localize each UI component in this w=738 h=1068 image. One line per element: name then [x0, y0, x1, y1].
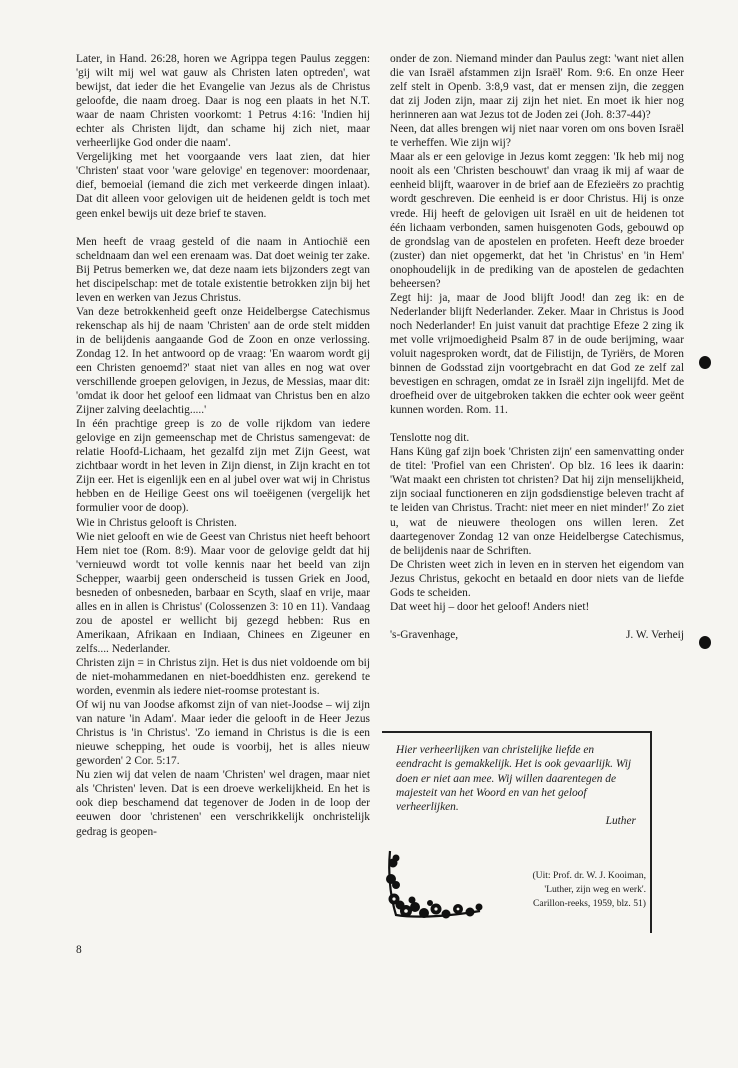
left-text-column [76, 52, 370, 839]
punch-hole-icon [699, 636, 711, 649]
punch-hole-icon [699, 356, 711, 369]
paragraph: Dat weet hij – door het geloof! Anders niet! [390, 600, 590, 613]
paragraph: Zegt hij: ja, maar de Jood blijft Jood! dan zeg ik: en de Nederlander blijft Nederlander. Zeker. Maar in Christus is Jood noch Nederlander! En juist vanuit dat prachtige Efeze 2 zing ik met volle vrijmoedigheid Psalm 87 in de oude berijming, waar voluit nagesproken wordt, dat de Filistijn, de Tyriërs, de Moren binnen de Godsstad zijn voortgebracht en dat God ze zelf zal bevestigen en schragen, omdat ze in Israël zijn ingelijfd. Met de droefheid over de uitgebroken takken die echter ook weer geënt kunnen worden. Rom. 11. [390, 291, 684, 417]
paragraph: De Christen weet zich in leven en in sterven het eigendom van Jezus Christus, gekocht en betaald en door niets van de liefde Gods te scheiden. [390, 558, 684, 599]
paragraph: Maar als er een gelovige in Jezus komt zeggen: 'Ik heb mij nog nooit als een 'Christen beschouwt' dan vraag ik mij af waar de eenheid blijft, waarover in de brief aan de Efezieërs zo prachtig wordt geschreven. Die eenheid is er door Christus. Hij is onze vrede. Hij heeft de gelovigen uit Israël en uit de heidenen tot één lichaam verbonden, samen huisgenoten Gods, gebouwd op de grondslag van de apostelen en profeten. Heeft deze broeder (zuster) dan niet opgemerkt, dat het 'in Christus' en 'in Hem' onophoudelijk in de prediking van de apostelen de gedachten beheersen? [390, 151, 684, 290]
paragraph: Christen zijn = in Christus zijn. Het is dus niet voldoende om bij de niet-mohammedanen en niet-boeddhisten enz. gerekend te worden, evenmin als iedere niet-roomse protestant is. [76, 656, 371, 698]
quote-citation [494, 869, 646, 911]
luther-quote-box [382, 731, 652, 933]
paragraph: Van deze betrokkenheid geeft onze Heidelbergse Catechismus rekenschap als hij de naam 'Christen' aan de orde stelt midden in de belijdenis aangaande God de Zoon en onze verlossing. Zondag 12. In het antwoord op de vraag: 'En waarom wordt gij een Christen genoemd?' staat niet van alles en nog wat over verschillende groepen gelovigen, in Jezus, de Messias, maar dit: 'omdat ik door het geloof een lidmaat van Christus ben en alzo Zijner zalving deelachtig.....' [76, 305, 370, 417]
paragraph: Wie niet gelooft en wie de Geest van Christus niet heeft behoort Hem niet toe (Rom. 8:9). Maar voor de gelovige geldt dat hij 'vernieuwd wordt tot volle kennis naar het beeld van zijn Schepper, waarbij geen onderscheid is tussen Griek en Jood, besneden of onbesneden, barbaar en Scyth, slaaf en vrije, maar alles en in allen is Christus' (Colossenzen 3: 10 en 11). Vandaag zou de apostel er wellicht bij gezegd hebben: Rus en Amerikaan, Afrikaan en Indiaan, Chinees en Zigeuner en zelfs.... Nederlander. [76, 530, 370, 655]
paragraph: Later, in Hand. 26:28, horen we Agrippa tegen Paulus zeggen: 'gij wilt mij wel wat gauw als Christen laten optreden', wat bewijst, dat ieder die het Evangelie van Jezus als de Christus geloofde, die naam droeg. Daar is nog een plaats in het N.T. waar de naam Christen voorkomt: 1 Petrus 4:16: 'Indien hij echter als Christen lijdt, dan schame hij zich niet, maar verheerlijke God onder die naam'. [76, 53, 370, 150]
paragraph: Wie in Christus gelooft is Christen. [76, 516, 237, 529]
right-text-column [390, 52, 684, 642]
paragraph: Vergelijking met het voorgaande vers laat zien, dat hier 'Christen' staat voor 'ware gelovige' en tegenover: moordenaar, dief, bemoeial (iemand die zich met verkeerde dingen inlaat). Dat dit alleen voor gelovigen uit de heidenen geldt is toch met geen enkel bewijs uit deze brief te staven. [76, 151, 370, 220]
signature-place: 's-Gravenhage, [390, 628, 459, 641]
quote-author: Luther [605, 815, 636, 828]
paragraph: In één prachtige greep is zo de volle rijkdom van iedere gelovige en zijn gemeenschap met de Christus samengevat: de relatie Hoofd-Lichaam, het gezalfd zijn met Zijn Geest, wat zichtbaar wordt in het leven in Zijn dienst, in Zijn kracht en tot Zijn eer. Het is eigenlijk een en al jubel over wat wij in Christus hebben en de Heilige Geest ons wil toeëigenen (vergelijk het formulier voor de doop). [76, 418, 370, 515]
page-number: 8 [76, 944, 82, 956]
flower-ornament-icon [384, 845, 484, 925]
quote-text: Hier verheerlijken van christelijke liefde en eendracht is gemakkelijk. Het is ook gevaarlijk. Wij doen er niet aan mee. Wij willen daarentegen de majesteit van het Woord en van het geloof verheerlijken. [396, 744, 632, 814]
citation-line: (Uit: Prof. dr. W. J. Kooiman, [532, 870, 646, 881]
paragraph: Men heeft de vraag gesteld of die naam in Antiochië een scheldnaam dan wel een erenaam was. Dat doet weinig ter zake. Bij Petrus bemerken we, dat deze naam iets bijzonders zegt van het discipelschap: met de totale existentie betrokken zijn bij het leven en werken van Jezus Christus. [76, 235, 370, 304]
paragraph: Nu zien wij dat velen de naam 'Christen' wel dragen, maar niet als 'Christen' leven. Dat is een droeve werkelijkheid. En het is ook diep beschamend dat tegenover de Joden in de loop der eeuwen door 'christenen' een verschrikkelijk onchristelijk gedrag is geopen- [76, 769, 370, 838]
signature [390, 628, 684, 642]
paragraph: Of wij nu van Joodse afkomst zijn of van niet-Joodse – wij zijn van nature 'in Adam'. Maar ieder die gelooft in de Heer Jezus Christus is 'in Christus'. 'Zo iemand in Christus is die is een nieuwe schepping, het oude is voorbij, het is alles nieuw geworden' 2 Cor. 5:17. [76, 699, 370, 768]
citation-line: Carillon-reeks, 1959, blz. 51) [533, 898, 646, 909]
citation-line: 'Luther, zijn weg en werk'. [544, 884, 646, 895]
paragraph: Tenslotte nog dit. [390, 432, 470, 445]
quote-text-block [396, 743, 640, 829]
paragraph: onder de zon. Niemand minder dan Paulus zegt: 'want niet allen die van Israël afstammen zijn Israël' Rom. 9:6. En onze Heer zelf stelt in Openb. 3:8,9 vast, dat er mensen zijn, die zeggen dat zij Joden zijn, maar zij zijn het niet. En moet ik hier nog herinneren aan wat Jezus tot de Joden zei (Joh. 8:37-44)? [390, 53, 684, 122]
paragraph: Hans Küng gaf zijn boek 'Christen zijn' een samenvatting onder de titel: 'Profiel van een Christen'. Op blz. 16 lees ik daarin: 'Wat maakt een christen tot christen? Dat hij zijn menselijkheid, zijn sociaal functioneren en zijn godsdienstige beleven tracht af te leiden van Christus. Tracht: niet meer en niet minder!' Zo ziet u, wat de nieuwere theologen ons willen leren. Zet daartegenover Zondag 12 van onze Heidelbergse Catechismus, de belijdenis naar de Schriften. [390, 446, 684, 557]
paragraph: Neen, dat alles brengen wij niet naar voren om ons boven Israël te verheffen. Wie zijn wij? [390, 123, 684, 150]
signature-author: J. W. Verheij [625, 628, 684, 641]
